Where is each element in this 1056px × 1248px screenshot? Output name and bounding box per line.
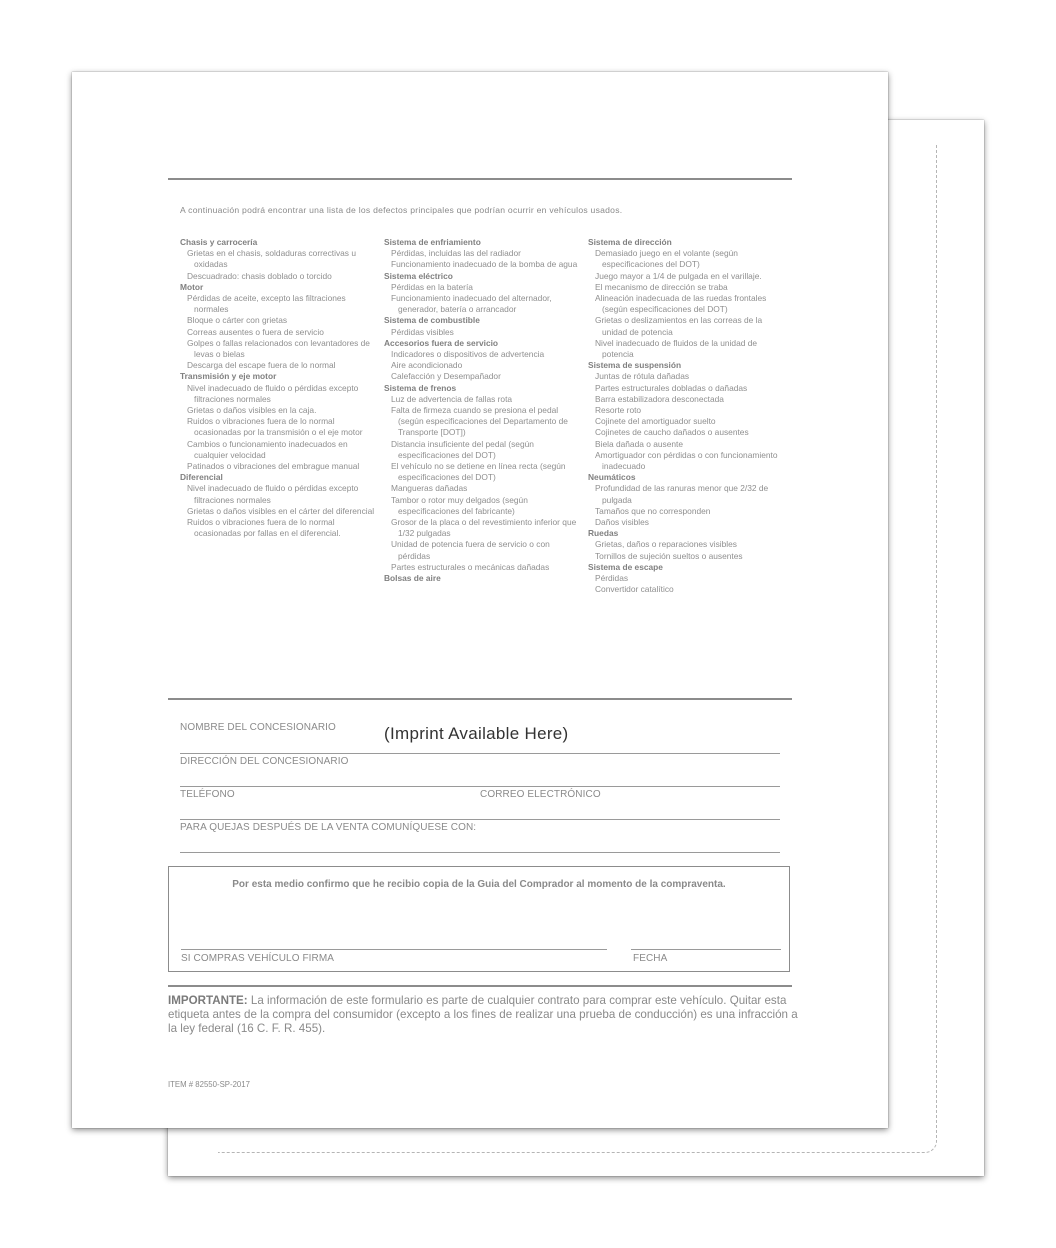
defect-item: Luz de advertencia de fallas rota <box>391 393 513 404</box>
defect-item: Pérdidas, incluidas las del radiador <box>391 248 521 259</box>
dealer-address-label: DIRECCIÓN DEL CONCESIONARIO <box>180 756 349 767</box>
item-number: ITEM # 82550-SP-2017 <box>168 1080 250 1089</box>
defect-item: Convertidor catalítico <box>595 584 674 595</box>
defect-item: Pérdidas visibles <box>391 326 454 337</box>
defect-item: Juego mayor a 1/4 de pulgada en el varillaje. <box>595 270 762 281</box>
complaints-label: PARA QUEJAS DESPUÉS DE LA VENTA COMUNÍQUESE CON: <box>180 822 477 833</box>
section-title: Sistema de escape <box>588 561 663 572</box>
important-rule <box>168 985 792 987</box>
defect-item: El vehículo no se detiene en línea recta (según especificaciones del DOT) <box>391 461 566 483</box>
dealer-address-line <box>180 786 780 787</box>
defect-item: Calefacción y Desempañador <box>391 371 501 382</box>
defect-item: Barra estabilizadora desconectada <box>595 393 724 404</box>
defect-item: Grietas en el chasis, soldaduras correctivas u oxidadas <box>187 248 356 270</box>
defect-item: El mecanismo de dirección se traba <box>595 281 728 292</box>
defect-item: Pérdidas en la batería <box>391 281 473 292</box>
defect-item: Nivel inadecuado de fluido o pérdidas excepto filtraciones normales <box>187 483 359 505</box>
defect-item: Cojinete del amortiguador suelto <box>595 416 716 427</box>
buyer-confirmation-box <box>168 866 790 972</box>
dealer-name-line <box>180 753 780 754</box>
defect-item: Golpes o fallas relacionados con levantadores de levas o bielas <box>187 337 370 360</box>
phone-email-line <box>180 819 780 820</box>
important-label: IMPORTANTE: <box>168 994 248 1007</box>
defect-item: Nivel inadecuado de fluido o pérdidas excepto filtraciones normales <box>187 382 359 404</box>
defect-item: Falta de firmeza cuando se presiona el pedal (según especificaciones del Departamento de Transporte [DOT]) <box>391 405 568 438</box>
defect-item: Tornillos de sujeción sueltos o ausentes <box>595 550 743 561</box>
defect-item: Nivel inadecuado de fluidos de la unidad de potencia <box>595 337 758 360</box>
defect-item: Indicadores o dispositivos de advertencia <box>391 349 545 360</box>
defect-item: Demasiado juego en el volante (según especificaciones del DOT) <box>595 248 738 270</box>
section-title: Sistema de combustible <box>384 315 480 326</box>
defects-column-1 <box>180 237 376 539</box>
signature-label: SI COMPRAS VEHÍCULO FIRMA <box>181 953 335 964</box>
section-title: Ruedas <box>588 528 619 539</box>
defect-item: Daños visibles <box>595 517 649 528</box>
defect-item: Juntas de rótula dañadas <box>595 371 690 382</box>
defect-item: Cambios o funcionamiento inadecuados en cualquier velocidad <box>187 438 348 460</box>
section-title: Sistema de suspensión <box>588 360 682 371</box>
defects-column-2 <box>384 237 580 584</box>
section-title: Transmisión y eje motor <box>180 371 277 382</box>
defect-item: Alineación inadecuada de las ruedas frontales (según especificaciones del DOT) <box>595 293 767 315</box>
confirmation-text: Por esta medio confirmo que he recibio copia de la Guia del Comprador al momento de la compraventa. <box>232 879 726 890</box>
section-title: Chasis y carrocería <box>180 237 258 247</box>
defect-item: Grietas, daños o reparaciones visibles <box>595 539 737 550</box>
dealer-imprint: (Imprint Available Here) <box>384 724 569 743</box>
defect-item: Ruidos o vibraciones fuera de lo normal ocasionadas por la transmisión o el eje motor <box>187 416 363 438</box>
section-title: Neumáticos <box>588 472 636 483</box>
defect-item: Funcionamiento inadecuado de la bomba de agua <box>391 259 578 270</box>
top-rule <box>168 178 792 180</box>
defect-item: Funcionamiento inadecuado del alternador, generador, batería o arrancador <box>391 293 552 315</box>
section-title: Bolsas de aire <box>384 573 441 584</box>
defect-item: Descarga del escape fuera de lo normal <box>187 360 336 371</box>
defect-item: Distancia insuficiente del pedal (según especificaciones del DOT) <box>391 438 534 460</box>
defect-item: Tamaños que no corresponden <box>595 505 711 516</box>
section-title: Sistema eléctrico <box>384 270 453 281</box>
section-title: Sistema de enfriamiento <box>384 237 481 247</box>
defect-item: Profundidad de las ranuras menor que 2/32 de pulgada <box>595 483 769 505</box>
defect-item: Grietas o daños visibles en el cárter del diferencial <box>187 505 375 516</box>
important-notice <box>168 994 798 1037</box>
intro-text: A continuación podrá encontrar una lista de los defectos principales que podrían ocurrir en vehículos usados. <box>180 205 623 215</box>
defect-item: Patinados o vibraciones del embrague manual <box>187 461 360 472</box>
defect-item: Tambor o rotor muy delgados (según especificaciones del fabricante) <box>391 494 528 516</box>
dealer-section-rule <box>168 698 792 700</box>
defect-item: Pérdidas de aceite, excepto las filtraciones normales <box>187 293 346 315</box>
section-title: Diferencial <box>180 472 223 483</box>
defect-item: Amortiguador con pérdidas o con funcionamiento inadecuado <box>595 449 778 472</box>
defect-item: Ruidos o vibraciones fuera de lo normal ocasionadas por fallas en el diferencial. <box>187 517 341 539</box>
signature-line[interactable] <box>181 949 607 950</box>
defect-item: Grietas o deslizamientos en las correas de la unidad de potencia <box>595 315 763 337</box>
section-title: Sistema de frenos <box>384 382 457 393</box>
defects-column-3 <box>588 237 784 596</box>
defect-item: Cojinetes de caucho dañados o ausentes <box>595 427 749 438</box>
section-title: Sistema de dirección <box>588 237 672 247</box>
defect-item: Mangueras dañadas <box>391 483 468 494</box>
email-label: CORREO ELECTRÓNICO <box>480 789 601 800</box>
defect-item: Resorte roto <box>595 405 642 416</box>
defect-item: Partes estructurales dobladas o dañadas <box>595 382 748 393</box>
defect-item: Biela dañada o ausente <box>595 438 684 449</box>
defect-item: Aire acondicionado <box>391 360 463 371</box>
defect-item: Unidad de potencia fuera de servicio o con pérdidas <box>391 539 550 561</box>
defect-item: Descuadrado: chasis doblado o torcido <box>187 270 332 281</box>
defect-item: Pérdidas <box>595 573 629 584</box>
defect-item: Correas ausentes o fuera de servicio <box>187 326 324 337</box>
defect-item: Partes estructurales o mecánicas dañadas <box>391 561 550 572</box>
dealer-name-label: NOMBRE DEL CONCESIONARIO <box>180 722 336 733</box>
defect-item: Bloque o cárter con grietas <box>187 315 288 326</box>
section-title: Motor <box>180 281 204 292</box>
important-text: La información de este formulario es parte de cualquier contrato para comprar este vehículo. Quitar esta etiqueta antes de la compra del consumidor (excepto a los fines de realizar una prueba de conducción) es una infracción a la ley federal (16 C. F. R. 455). <box>168 994 798 1036</box>
date-line[interactable] <box>631 949 781 950</box>
section-title: Accesorios fuera de servicio <box>384 337 499 348</box>
phone-label: TELÉFONO <box>180 789 235 800</box>
complaints-line <box>180 852 780 853</box>
date-label: FECHA <box>633 953 668 964</box>
defect-item: Grosor de la placa o del revestimiento inferior que 1/32 pulgadas <box>391 517 577 539</box>
defect-item: Grietas o daños visibles en la caja. <box>187 405 317 416</box>
front-sheet <box>72 72 888 1128</box>
